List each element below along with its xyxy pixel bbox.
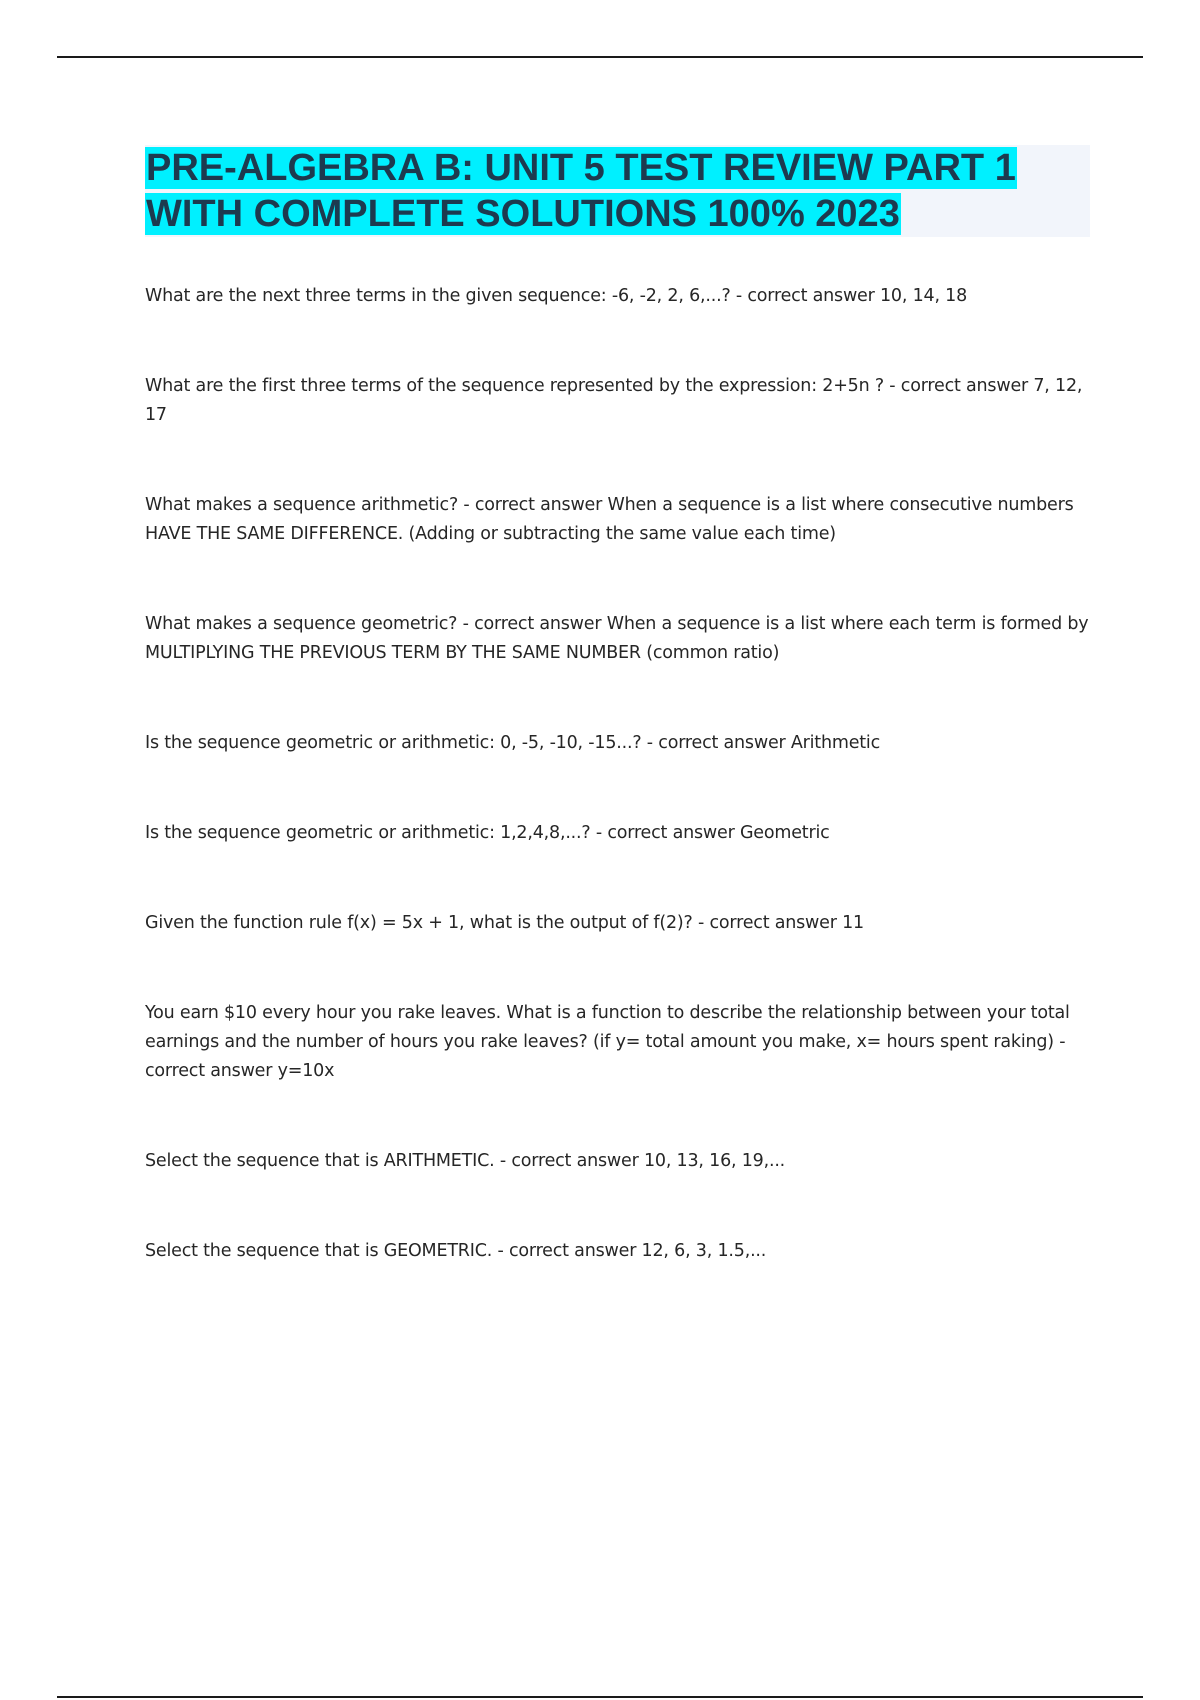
title-line-2: WITH COMPLETE SOLUTIONS 100% 2023 [146,193,900,235]
qa-list [145,282,1090,1266]
qa-item: Given the function rule f(x) = 5x + 1, what is the output of f(2)? - correct answer 11 [145,913,864,933]
qa-item: Select the sequence that is ARITHMETIC. - correct answer 10, 13, 16, 19,... [145,1151,786,1171]
title-line-1: PRE-ALGEBRA B: UNIT 5 TEST REVIEW PART 1 [146,147,1016,189]
qa-item: Select the sequence that is GEOMETRIC. - correct answer 12, 6, 3, 1.5,... [145,1241,767,1261]
qa-item: What makes a sequence arithmetic? - correct answer When a sequence is a list where consecutive numbers HAVE THE SAME DIFFERENCE. (Adding or subtracting the same value each time) [145,495,1074,544]
qa-item: What are the first three terms of the sequence represented by the expression: 2+5n ? - correct answer 7, 12, 17 [145,376,1083,425]
qa-item: You earn $10 every hour you rake leaves. What is a function to describe the relationship between your total earnings and the number of hours you rake leaves? (if y= total amount you make, x= hours spent raking) - correct answer y=10x [145,1003,1070,1081]
bottom-divider [57,1696,1143,1698]
qa-item: What makes a sequence geometric? - correct answer When a sequence is a list where each term is formed by MULTIPLYING THE PREVIOUS TERM BY THE SAME NUMBER (common ratio) [145,614,1089,663]
top-divider [57,56,1143,58]
title-block [145,145,1090,237]
qa-item: What are the next three terms in the given sequence: -6, -2, 2, 6,...? - correct answer 10, 14, 18 [145,286,968,306]
qa-item: Is the sequence geometric or arithmetic: 1,2,4,8,...? - correct answer Geometric [145,823,830,843]
qa-item: Is the sequence geometric or arithmetic: 0, -5, -10, -15...? - correct answer Arithmetic [145,733,881,753]
page-title [145,145,1090,237]
